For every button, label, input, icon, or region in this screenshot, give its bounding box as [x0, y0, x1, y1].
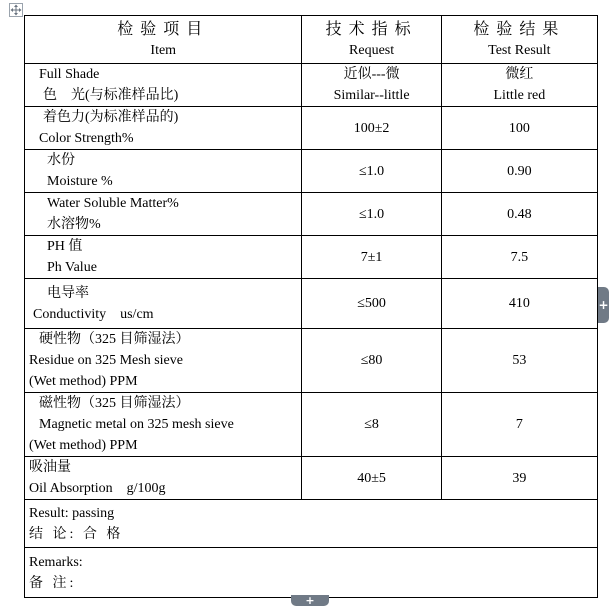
header-result-en: Test Result: [488, 42, 551, 58]
request-cell: [302, 329, 441, 393]
result-line: 0.90: [507, 163, 532, 179]
header-request-en: Request: [349, 42, 395, 58]
result-cell: [441, 279, 597, 329]
table-row: [25, 107, 598, 150]
result-line: 39: [512, 470, 527, 486]
request-line: ≤1.0: [358, 163, 385, 179]
result-cell: [441, 236, 597, 279]
result-cell: [441, 150, 597, 193]
request-line: 100±2: [353, 120, 390, 136]
result-cell: [441, 64, 597, 107]
request-cell: [302, 393, 441, 457]
request-cell: [302, 193, 441, 236]
request-cell: [302, 457, 441, 500]
request-cell: [302, 279, 441, 329]
header-result-cell: [441, 16, 597, 64]
request-line: Similar--little: [333, 88, 410, 103]
table-row: [25, 279, 598, 329]
item-cell: [25, 150, 302, 193]
item-line: Magnetic metal on 325 mesh sieve: [39, 417, 234, 432]
result-line: 53: [512, 353, 527, 368]
result-line: 7.5: [510, 249, 529, 265]
table-row: [25, 193, 598, 236]
item-cell: [25, 329, 302, 393]
table-row: [25, 457, 598, 500]
table-row: [25, 329, 598, 393]
item-line: Full Shade: [39, 67, 100, 82]
table-row: [25, 236, 598, 279]
remarks-zh: 备 注:: [29, 575, 77, 591]
request-line: ≤500: [357, 296, 386, 311]
table-header-row: [25, 16, 598, 64]
header-request-cell: [302, 16, 441, 64]
item-cell: [25, 457, 302, 500]
header-item-cell: [25, 16, 302, 64]
item-line: 色 光(与标准样品比): [43, 88, 179, 103]
remarks-row: [25, 548, 598, 598]
result-line: 微红: [505, 67, 534, 82]
item-cell: [25, 279, 302, 329]
item-line: 磁性物（325 目筛湿法）: [39, 396, 190, 411]
item-line: 水溶物%: [47, 217, 101, 232]
item-line: 电导率: [47, 285, 89, 301]
header-item-zh: 检验项目: [117, 20, 210, 38]
result-line: 410: [508, 296, 530, 311]
result-summary-en: Result: passing: [29, 505, 115, 521]
item-cell: [25, 64, 302, 107]
item-line: (Wet method) PPM: [29, 374, 138, 389]
item-line: 着色力(为标准样品的): [43, 110, 179, 125]
item-line: Residue on 325 Mesh sieve: [29, 353, 183, 368]
table-row: [25, 64, 598, 107]
item-line: Oil Absorption g/100g: [29, 481, 166, 496]
item-cell: [25, 393, 302, 457]
request-cell: [302, 64, 441, 107]
item-line: Color Strength%: [39, 131, 134, 146]
result-line: Little red: [493, 88, 546, 103]
result-line: 0.48: [507, 206, 532, 222]
header-item-en: Item: [150, 42, 177, 58]
item-line: 水份: [47, 153, 75, 168]
result-summary-cell: [25, 500, 598, 548]
header-result-zh: 检验结果: [473, 20, 566, 38]
result-cell: [441, 393, 597, 457]
result-line: 7: [515, 417, 523, 432]
item-line: (Wet method) PPM: [29, 438, 138, 453]
request-cell: [302, 236, 441, 279]
item-cell: [25, 193, 302, 236]
request-line: ≤1.0: [358, 206, 385, 222]
item-line: Water Soluble Matter%: [47, 196, 179, 211]
result-cell: [441, 329, 597, 393]
result-cell: [441, 107, 597, 150]
request-cell: [302, 150, 441, 193]
item-line: 吸油量: [29, 460, 71, 475]
result-cell: [441, 193, 597, 236]
result-summary-zh: 结 论: 合 格: [29, 526, 124, 542]
table-move-handle-icon[interactable]: [9, 3, 23, 17]
request-line: ≤8: [364, 417, 379, 432]
request-line: ≤80: [360, 353, 383, 368]
request-line: 7±1: [360, 249, 383, 265]
result-line: 100: [508, 120, 530, 136]
item-line: Moisture %: [47, 174, 113, 189]
header-request-zh: 技术指标: [325, 20, 418, 38]
item-cell: [25, 236, 302, 279]
item-line: Ph Value: [47, 260, 97, 275]
table-row: [25, 150, 598, 193]
result-row: [25, 500, 598, 548]
remarks-en: Remarks:: [29, 554, 83, 570]
spec-table: [24, 15, 598, 598]
request-line: 近似---微: [343, 67, 400, 82]
item-cell: [25, 107, 302, 150]
item-line: PH 值: [47, 239, 83, 254]
item-line: 硬性物（325 目筛湿法）: [39, 332, 190, 347]
item-line: Conductivity us/cm: [33, 306, 154, 322]
table-side-resize-plus-icon[interactable]: +: [598, 287, 609, 323]
result-cell: [441, 457, 597, 500]
request-line: 40±5: [357, 470, 386, 486]
table-row: [25, 393, 598, 457]
request-cell: [302, 107, 441, 150]
remarks-cell: [25, 548, 598, 598]
table-add-row-plus-icon[interactable]: +: [291, 595, 329, 606]
